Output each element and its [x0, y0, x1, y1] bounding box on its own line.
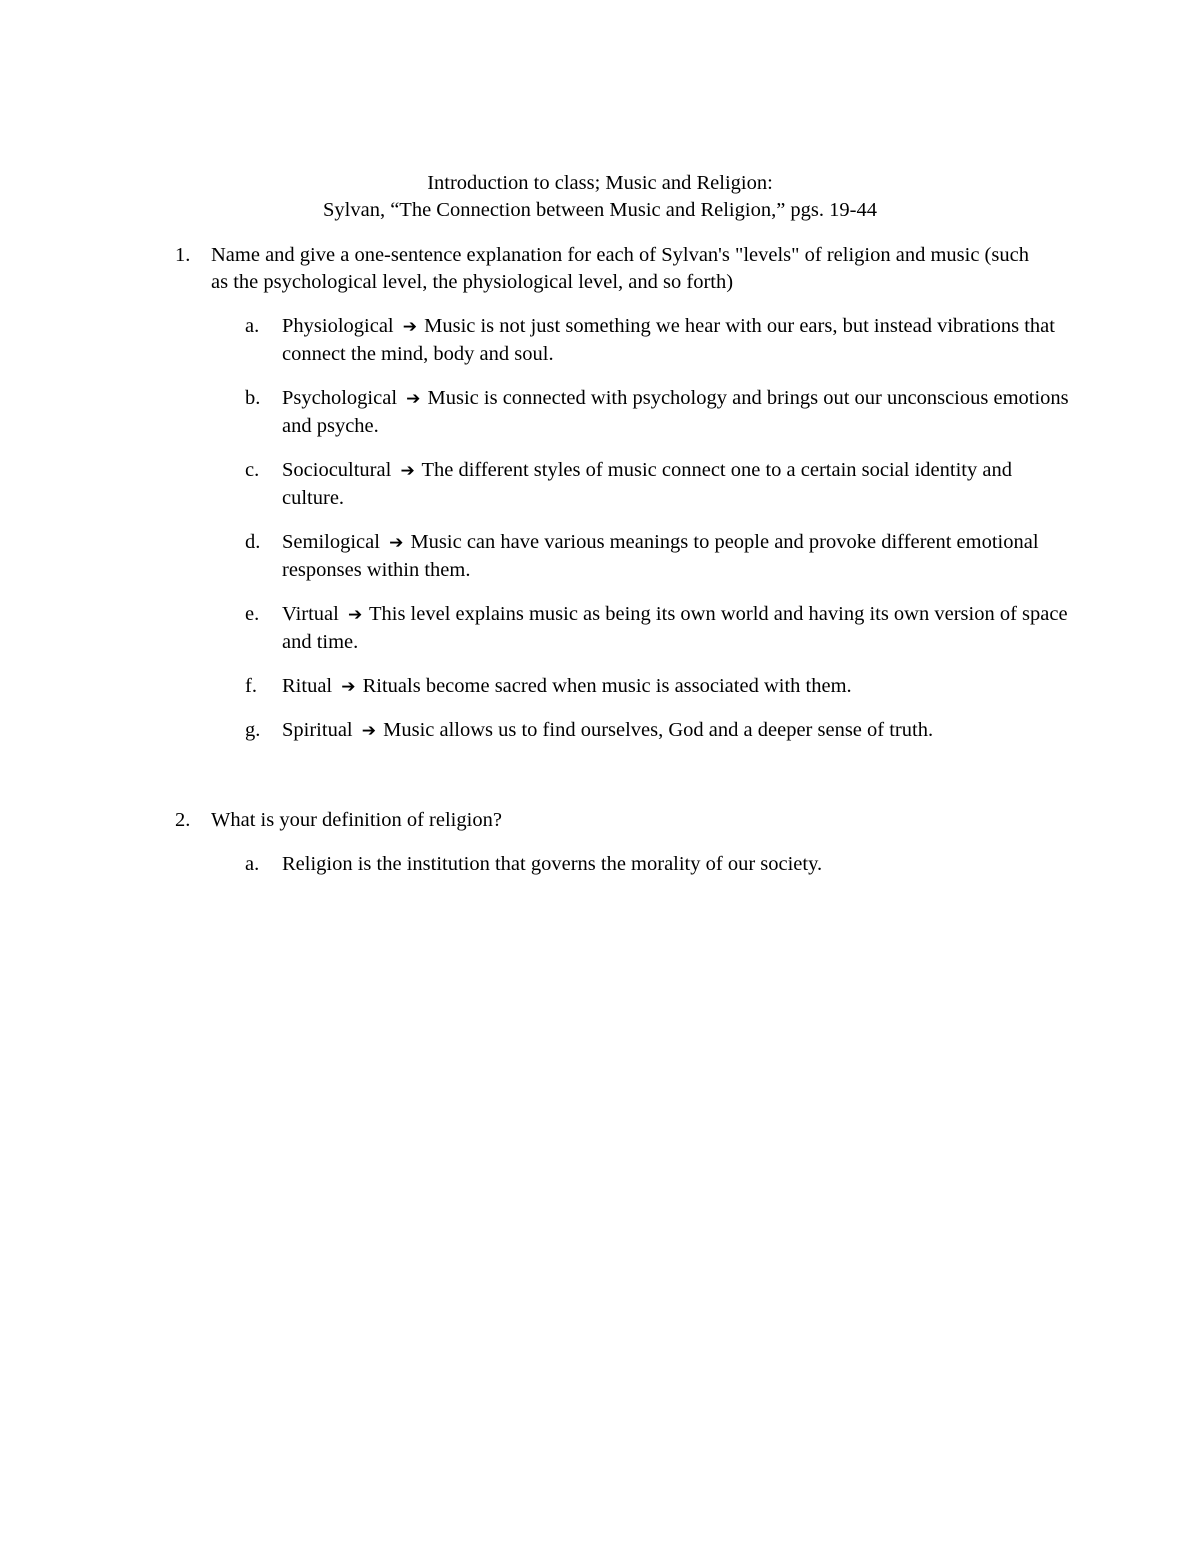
arrow-right-icon: ➔: [341, 677, 356, 697]
arrow-right-icon: ➔: [347, 605, 363, 625]
level-explanation: Music allows us to find ourselves, God and a deeper sense of truth.: [383, 719, 934, 741]
header-reading: Sylvan, “The Connection between Music and Religion,” pgs. 19-44: [323, 199, 877, 221]
answer-letter: c.: [245, 459, 260, 481]
level-explanation: Music can have various meanings to people and provoke different emotional responses within them.: [282, 531, 1039, 581]
answer-text: Religion is the institution that governs the morality of our society.: [282, 853, 823, 875]
answer-letter: f.: [245, 675, 257, 697]
level-term: Ritual: [282, 675, 333, 697]
level-explanation: The different styles of music connect one to a certain social identity and culture.: [282, 459, 1012, 509]
header-title: Introduction to class; Music and Religion:: [427, 172, 773, 194]
level-explanation: Music is not just something we hear with our ears, but instead vibrations that connect the mind, body and soul.: [282, 315, 1055, 365]
answer-letter: g.: [245, 719, 261, 741]
level-explanation: Rituals become sacred when music is associated with them.: [362, 675, 852, 697]
level-term: Spiritual: [282, 719, 353, 741]
arrow-right-icon: ➔: [402, 317, 417, 337]
level-term: Psychological: [282, 387, 398, 409]
question-number: 1.: [175, 244, 191, 266]
answer-letter: e.: [245, 603, 260, 625]
document-header: [0, 170, 1200, 224]
level-term: Sociocultural: [282, 459, 392, 481]
level-explanation: Music is connected with psychology and brings out our unconscious emotions and psyche.: [282, 387, 1069, 437]
arrow-right-icon: ➔: [406, 389, 421, 409]
level-term: Virtual: [282, 603, 339, 625]
answer-letter: b.: [245, 387, 261, 409]
question-text: Name and give a one-sentence explanation for each of Sylvan's "levels" of religion and music (such as the psychological level, the physiological level, and so forth): [211, 244, 1029, 293]
answer-letter: d.: [245, 531, 261, 553]
level-term: Semilogical: [282, 531, 380, 553]
arrow-right-icon: ➔: [389, 533, 404, 553]
answer-letter: a.: [245, 315, 260, 337]
level-explanation: This level explains music as being its own world and having its own version of space and time.: [282, 603, 1068, 653]
question-number: 2.: [175, 809, 191, 831]
answer-letter: a.: [245, 853, 260, 875]
question-text: What is your definition of religion?: [211, 809, 502, 831]
level-term: Physiological: [282, 315, 394, 337]
arrow-right-icon: ➔: [361, 721, 376, 741]
arrow-right-icon: ➔: [400, 461, 415, 481]
